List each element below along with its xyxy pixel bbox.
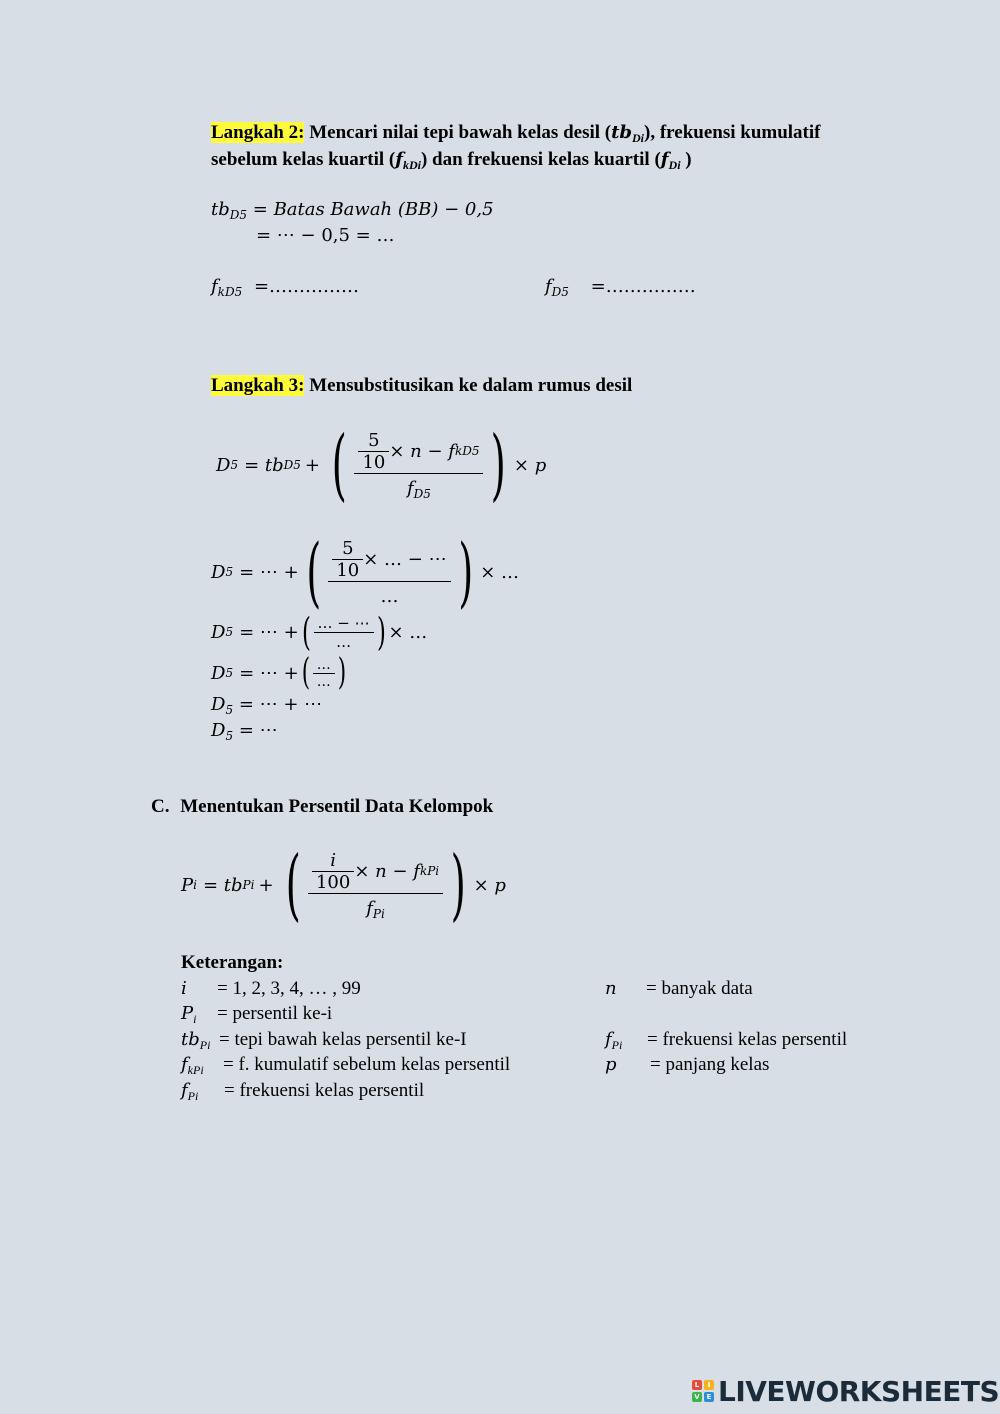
tbd5-line2: = ⋯ − 0,5 = … xyxy=(256,225,395,246)
formula-d5-plus: + xyxy=(304,454,320,476)
ket-right-1-sym: f xyxy=(605,1029,612,1050)
step2-fraction xyxy=(314,614,374,651)
keterangan-left-4-desc: = frekuensi kelas persentil xyxy=(224,1080,425,1101)
ket-right-1-sub: Pi xyxy=(611,1038,623,1052)
step4-lhs: D xyxy=(211,694,226,715)
langkah2-label: Langkah 2: xyxy=(211,122,305,143)
right-paren: ) xyxy=(376,610,386,654)
keterangan-left-3 xyxy=(181,1054,204,1078)
step1-small-num: 5 xyxy=(332,538,363,560)
tb-symbol: tb xyxy=(611,122,633,143)
step2-num: … − ⋯ xyxy=(314,614,374,633)
step4-sub: 5 xyxy=(225,703,234,717)
formula-p-lhs-sub: i xyxy=(193,878,197,892)
ket-left-0-sym: i xyxy=(181,978,187,999)
formula-d5-small-num: 5 xyxy=(358,430,389,452)
step1-den: … xyxy=(380,585,399,607)
formula-d5-main-fraction xyxy=(354,430,483,501)
keterangan-title: Keterangan: xyxy=(181,952,284,973)
formula-p-main-fraction xyxy=(308,850,443,921)
right-paren: ) xyxy=(450,840,466,930)
keterangan-right-2-desc: = panjang kelas xyxy=(650,1054,770,1075)
formula-p-tail: × p xyxy=(473,874,506,896)
left-paren: ( xyxy=(306,527,321,616)
step1-lhs: D xyxy=(211,561,226,583)
ket-left-4-sym: f xyxy=(181,1080,188,1101)
keterangan-left-0-desc: = 1, 2, 3, 4, … , 99 xyxy=(217,978,361,999)
right-paren: ) xyxy=(337,652,346,693)
formula-d5-den-sub: D5 xyxy=(413,486,431,501)
tbd5-lhs-sub: D5 xyxy=(229,208,248,222)
formula-d5-lhs: D xyxy=(216,454,231,476)
formula-d5-lhs-sub: 5 xyxy=(230,458,239,472)
keterangan-right-0 xyxy=(605,978,617,1000)
langkah2-text2: ), frekuensi kumulatif xyxy=(644,122,821,143)
step1-tail: × … xyxy=(480,561,520,583)
step2-eq: = ⋯ + xyxy=(239,621,299,643)
section-c-title: Menentukan Persentil Data Kelompok xyxy=(180,796,494,817)
step1-sub: 5 xyxy=(225,565,234,579)
keterangan-left-1-desc: = persentil ke-i xyxy=(217,1003,333,1024)
step2-den: … xyxy=(336,632,352,651)
formula-p-lhs: P xyxy=(181,874,194,896)
langkah2-text5: ) xyxy=(680,149,692,170)
logo-block-v: V xyxy=(692,1392,702,1402)
langkah3-line xyxy=(211,375,632,397)
fkd5-value: =…………… xyxy=(253,276,360,297)
logo-block-l: L xyxy=(692,1380,702,1390)
tbd5-line1-text: = Batas Bawah (BB) − 0,5 xyxy=(252,199,494,220)
fd5-line xyxy=(545,276,696,299)
logo-block-i: I xyxy=(704,1380,714,1390)
formula-d5-tb-sub: D5 xyxy=(283,458,301,472)
formula-d5-fk-sub: kD5 xyxy=(454,444,480,458)
ket-right-0-sym: n xyxy=(605,978,617,999)
formula-p-plus: + xyxy=(258,874,274,896)
step3-sub: 5 xyxy=(225,666,234,680)
formula-p-small-fraction xyxy=(312,850,354,893)
step-3 xyxy=(211,654,349,692)
keterangan-left-2 xyxy=(181,1029,210,1053)
fkd5-symbol: f xyxy=(211,276,218,297)
keterangan-left-3-desc: = f. kumulatif sebelum kelas persentil xyxy=(223,1054,511,1075)
left-paren: ( xyxy=(285,840,301,930)
keterangan-left-4 xyxy=(181,1080,198,1104)
fd-symbol: f xyxy=(660,149,669,170)
formula-d5-times-n: × n − f xyxy=(389,440,455,462)
formula-d5-small-fraction xyxy=(358,430,389,473)
langkah2-text1: Mencari nilai tepi bawah kelas desil ( xyxy=(309,122,612,143)
fkd5-subscript: kD5 xyxy=(217,285,243,299)
formula-p-fk-sub: kPi xyxy=(419,864,440,878)
left-paren: ( xyxy=(301,652,310,693)
langkah2-line1 xyxy=(211,122,821,146)
keterangan-right-2 xyxy=(605,1054,617,1076)
langkah2-line2 xyxy=(211,149,692,173)
formula-d5 xyxy=(216,420,547,510)
step3-fraction xyxy=(313,657,335,690)
step1-small-fraction xyxy=(332,538,363,581)
logo-text: LIVEWORKSHEETS xyxy=(718,1374,1000,1408)
keterangan-right-1 xyxy=(605,1029,622,1053)
left-paren: ( xyxy=(331,420,347,510)
langkah3-text: Mensubstitusikan ke dalam rumus desil xyxy=(309,375,633,396)
ket-left-1-sub: i xyxy=(193,1012,197,1026)
langkah3-label: Langkah 3: xyxy=(211,375,305,396)
keterangan-left-2-desc: = tepi bawah kelas persentil ke-I xyxy=(219,1029,467,1050)
right-paren: ) xyxy=(491,420,507,510)
step-5 xyxy=(211,720,278,743)
step1-main-fraction xyxy=(328,538,450,607)
left-paren: ( xyxy=(301,610,311,654)
fd-subscript: Di xyxy=(668,158,681,172)
step3-lhs: D xyxy=(211,662,226,684)
keterangan-right-0-desc: = banyak data xyxy=(646,978,753,999)
step3-eq: = ⋯ + xyxy=(239,662,299,684)
step2-tail: × … xyxy=(388,621,428,643)
ket-left-2-sub: Pi xyxy=(199,1038,211,1052)
tb-subscript: Di xyxy=(632,131,645,145)
ket-left-2-sym: tb xyxy=(181,1029,200,1050)
logo-block-e: E xyxy=(704,1392,714,1402)
section-c-heading xyxy=(151,796,493,818)
fk-subscript: kDi xyxy=(402,158,421,172)
ket-left-4-sub: Pi xyxy=(187,1089,199,1103)
tbd5-lhs: tb xyxy=(211,199,230,220)
keterangan-left-1 xyxy=(181,1003,196,1027)
formula-p-den-sub: Pi xyxy=(372,906,385,921)
formula-d5-tail: × p xyxy=(513,454,547,476)
ket-left-3-sub: kPi xyxy=(187,1063,204,1077)
formula-p-times-n: × n − f xyxy=(354,860,420,882)
fk-symbol: f xyxy=(395,149,403,170)
ket-left-3-sym: f xyxy=(181,1054,188,1075)
keterangan-right-1-desc: = frekuensi kelas persentil xyxy=(647,1029,848,1050)
langkah2-text4: ) dan frekuensi kelas kuartil ( xyxy=(420,149,661,170)
liveworksheets-logo[interactable] xyxy=(692,1374,999,1408)
step2-lhs: D xyxy=(211,621,226,643)
formula-p-den: f xyxy=(366,897,373,919)
step5-sub: 5 xyxy=(225,729,234,743)
step4-rhs: = ⋯ + ⋯ xyxy=(238,694,323,715)
formula-d5-small-den: 10 xyxy=(362,451,386,473)
step3-den: … xyxy=(316,673,331,690)
formula-p-small-num: i xyxy=(312,850,354,872)
formula-p xyxy=(181,840,506,930)
logo-blocks-icon xyxy=(692,1380,714,1402)
step-1 xyxy=(211,527,520,616)
formula-d5-eq: = tb xyxy=(244,454,284,476)
step-4 xyxy=(211,694,322,717)
step1-eq: = ⋯ + xyxy=(239,561,299,583)
fd5-symbol: f xyxy=(545,276,552,297)
langkah2-text3: sebelum kelas kuartil ( xyxy=(211,149,396,170)
fkd5-line xyxy=(211,276,359,299)
ket-left-1-sym: P xyxy=(181,1003,194,1024)
fd5-subscript: D5 xyxy=(551,285,569,299)
step-2 xyxy=(211,612,427,652)
keterangan-left-0 xyxy=(181,978,187,1000)
step1-num-rest: × … − ⋯ xyxy=(363,548,447,570)
ket-right-2-sym: p xyxy=(605,1054,617,1075)
formula-p-eq: = tb xyxy=(202,874,243,896)
section-c-letter: C. xyxy=(151,796,170,817)
tbd5-line1 xyxy=(211,199,494,222)
step2-sub: 5 xyxy=(225,625,234,639)
step1-small-den: 10 xyxy=(336,559,360,581)
step3-num: … xyxy=(313,657,335,674)
step5-lhs: D xyxy=(211,720,226,741)
formula-p-tb-sub: Pi xyxy=(242,878,255,892)
formula-d5-den: f xyxy=(406,477,414,499)
right-paren: ) xyxy=(458,527,473,616)
formula-p-small-den: 100 xyxy=(315,871,351,893)
step5-rhs: = ⋯ xyxy=(238,720,278,741)
fd5-value: =…………… xyxy=(590,276,696,297)
